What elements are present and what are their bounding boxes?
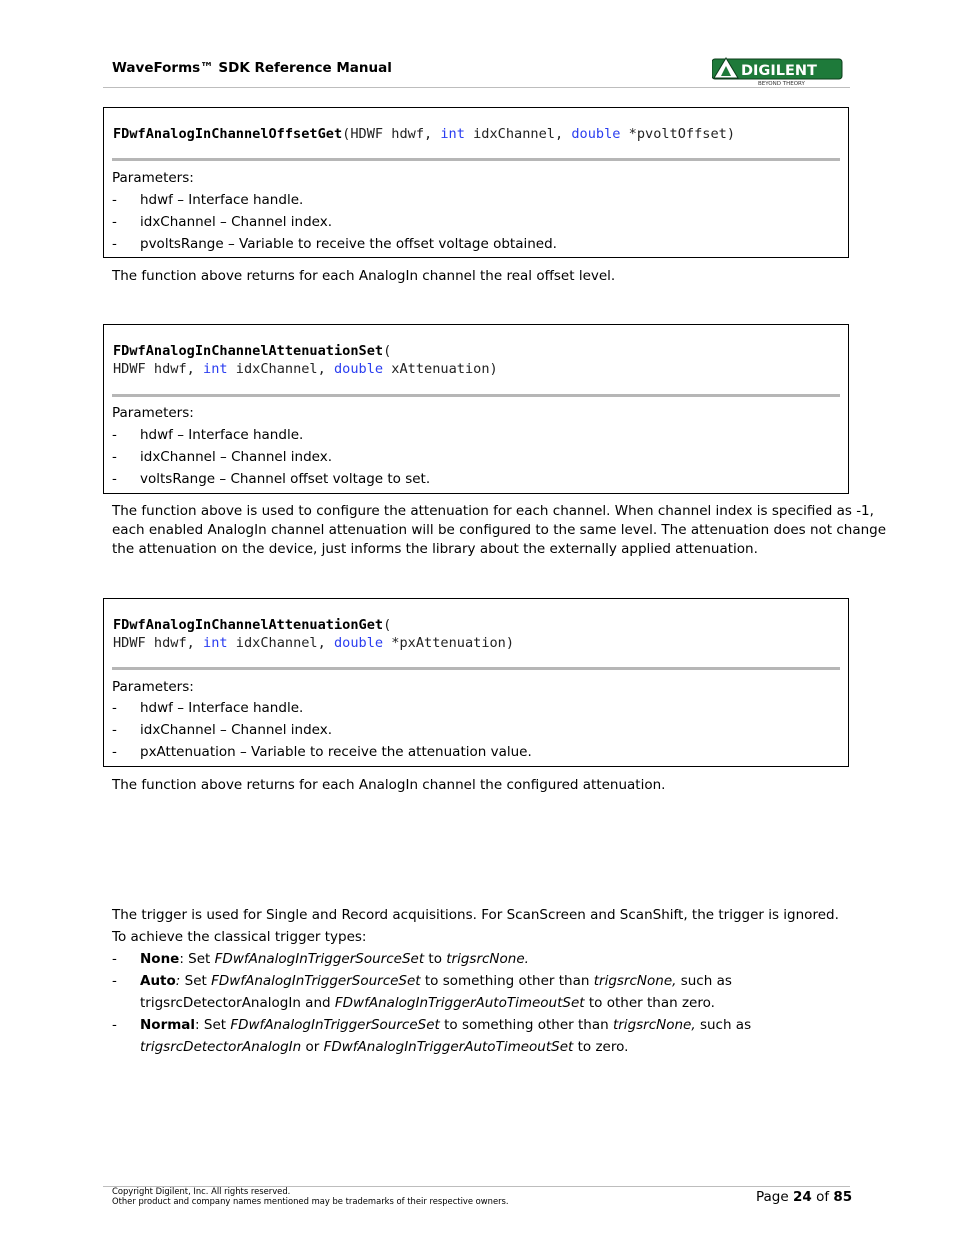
code-keyword: double: [334, 635, 384, 651]
text: : Set: [179, 951, 215, 967]
function-signature: [113, 617, 391, 633]
code-text: *pxAttenuation): [383, 635, 515, 651]
value-reference: trigsrcNone,: [612, 1017, 696, 1033]
bullet-dash: -: [112, 449, 117, 465]
logo-tagline: BEYOND THEORY: [758, 81, 805, 86]
code-text: xAttenuation): [383, 361, 498, 377]
document-title: WaveForms™ SDK Reference Manual: [112, 60, 392, 76]
function-name: FDwfAnalogInChannelAttenuationGet: [113, 617, 384, 633]
bullet-dash: -: [112, 471, 117, 487]
bullet-dash: -: [112, 427, 117, 443]
text: to something other than: [420, 973, 594, 989]
logo-wordmark: DIGILENT: [741, 63, 817, 79]
text: such as: [695, 1017, 752, 1033]
text: of: [811, 1189, 834, 1205]
total-pages: 85: [833, 1189, 853, 1205]
bullet-dash: -: [112, 700, 117, 716]
function-box-attenuation-get: [103, 598, 849, 767]
text: :: [175, 973, 181, 989]
function-name: FDwfAnalogInChannelOffsetGet: [113, 126, 343, 142]
bullet-dash: -: [112, 744, 117, 760]
section-separator: [112, 394, 840, 397]
parameters-label: Parameters:: [112, 170, 194, 186]
code-text: HDWF hdwf,: [113, 635, 204, 651]
digilent-logo-graphic: [712, 56, 844, 86]
section-separator: [112, 667, 840, 670]
footer-copyright: Copyright Digilent, Inc. All rights reserved.: [112, 1186, 291, 1196]
bullet-dash: -: [112, 192, 117, 208]
bullet-dash: -: [112, 1017, 117, 1033]
function-description-line: each enabled AnalogIn channel attenuation will be configured to the same level. The attenuation does not change: [112, 522, 887, 538]
code-text: *pvoltOffset): [620, 126, 736, 142]
function-signature: [113, 126, 735, 142]
code-text: idxChannel,: [464, 126, 572, 142]
code-keyword: int: [203, 361, 228, 377]
function-signature-params: [113, 361, 498, 377]
text: such as: [676, 973, 732, 989]
value-reference: trigsrcDetectorAnalogIn: [140, 1039, 302, 1055]
parameter-text: pvoltsRange – Variable to receive the offset voltage obtained.: [140, 236, 557, 252]
parameter-text: hdwf – Interface handle.: [140, 427, 304, 443]
function-reference: FDwfAnalogInTriggerAutoTimeoutSet: [334, 995, 585, 1011]
code-text: HDWF hdwf,: [113, 361, 204, 377]
trigger-type-auto-continued: [140, 995, 715, 1011]
parameter-text: idxChannel – Channel index.: [140, 214, 333, 230]
bullet-text: [140, 1017, 751, 1033]
text: to: [424, 951, 447, 967]
function-box-attenuation-set: [103, 324, 849, 494]
trigger-type-name: Normal: [140, 1017, 196, 1033]
code-keyword: double: [334, 361, 384, 377]
parameter-text: pxAttenuation – Variable to receive the attenuation value.: [140, 744, 532, 760]
text: or: [301, 1039, 324, 1055]
trigger-type-normal-continued: [140, 1039, 628, 1055]
text: trigsrcDetectorAnalogIn and: [140, 995, 335, 1011]
code-text: idxChannel,: [227, 635, 334, 651]
function-signature-params: [113, 635, 514, 651]
text: Page: [756, 1189, 793, 1205]
function-box-offset-get: [103, 107, 849, 258]
page-number: [756, 1189, 852, 1205]
code-keyword: double: [571, 126, 621, 142]
bullet-dash: -: [112, 214, 117, 230]
bullet-dash: -: [112, 951, 117, 967]
function-reference: FDwfAnalogInTriggerSourceSet: [214, 951, 425, 967]
text: Set: [180, 973, 212, 989]
trigger-intro: The trigger is used for Single and Record acquisitions. For ScanScreen and ScanShift, the trigger is ignored.: [112, 907, 839, 923]
bullet-text: [140, 951, 529, 967]
function-reference: FDwfAnalogInTriggerSourceSet: [211, 973, 421, 989]
code-text: (: [383, 617, 392, 633]
code-text: (: [383, 343, 392, 359]
code-keyword: int: [440, 126, 465, 142]
footer-trademark: Other product and company names mentioned may be trademarks of their respective owners.: [112, 1196, 509, 1206]
value-reference: trigsrcNone.: [446, 951, 529, 967]
function-reference: FDwfAnalogInTriggerSourceSet: [230, 1017, 440, 1033]
section-separator: [112, 158, 840, 161]
text: : Set: [195, 1017, 231, 1033]
function-description-line: the attenuation on the device, just informs the library about the externally applied attenuation.: [112, 541, 758, 557]
digilent-logo: [712, 56, 844, 86]
function-description-line: The function above is used to configure the attenuation for each channel. When channel index is specified as -1,: [112, 503, 874, 519]
text: to zero.: [573, 1039, 629, 1055]
parameter-text: hdwf – Interface handle.: [140, 700, 304, 716]
current-page: 24: [792, 1189, 812, 1205]
function-description: The function above returns for each AnalogIn channel the real offset level.: [112, 268, 616, 284]
parameter-text: idxChannel – Channel index.: [140, 722, 333, 738]
parameter-text: voltsRange – Channel offset voltage to set.: [140, 471, 431, 487]
parameter-text: hdwf – Interface handle.: [140, 192, 304, 208]
value-reference: trigsrcNone,: [593, 973, 677, 989]
function-name: FDwfAnalogInChannelAttenuationSet: [113, 343, 384, 359]
text: to something other than: [439, 1017, 613, 1033]
code-text: idxChannel,: [227, 361, 334, 377]
parameters-label: Parameters:: [112, 405, 194, 421]
trigger-type-name: Auto: [140, 973, 176, 989]
bullet-dash: -: [112, 236, 117, 252]
trigger-intro-2: To achieve the classical trigger types:: [112, 929, 367, 945]
trigger-type-name: None: [140, 951, 180, 967]
parameters-label: Parameters:: [112, 679, 194, 695]
code-text: (HDWF hdwf,: [342, 126, 441, 142]
header-divider: [103, 87, 850, 88]
function-reference: FDwfAnalogInTriggerAutoTimeoutSet: [323, 1039, 574, 1055]
function-description: The function above returns for each AnalogIn channel the configured attenuation.: [112, 777, 666, 793]
bullet-dash: -: [112, 973, 117, 989]
parameter-text: idxChannel – Channel index.: [140, 449, 333, 465]
code-keyword: int: [203, 635, 228, 651]
text: to other than zero.: [584, 995, 715, 1011]
bullet-text: [140, 973, 732, 989]
function-signature: [113, 343, 391, 359]
bullet-dash: -: [112, 722, 117, 738]
